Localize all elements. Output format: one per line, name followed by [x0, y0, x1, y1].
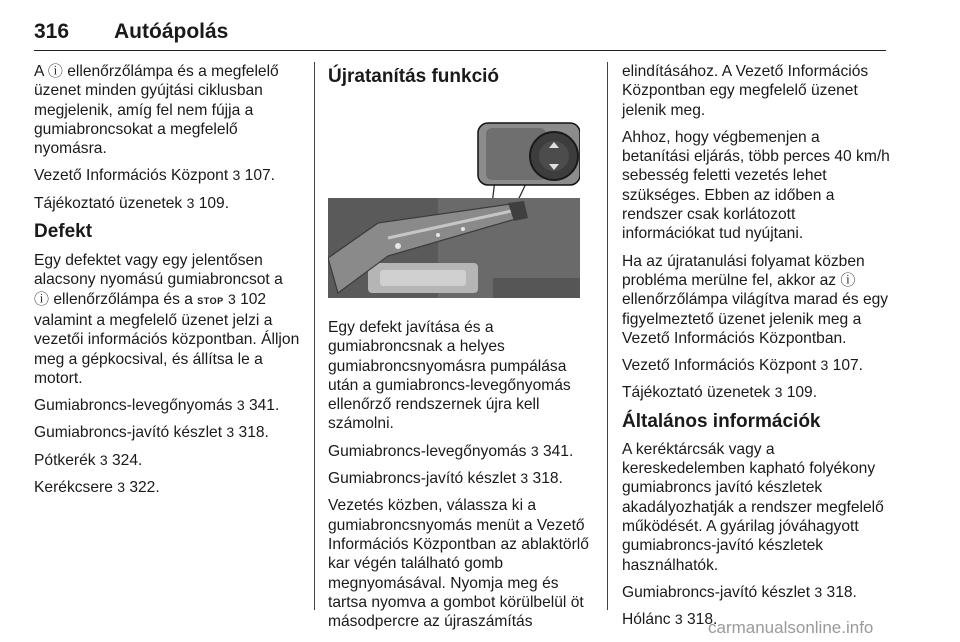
cross-reference[interactable]: Vezető Információs Központ 3 107. [34, 167, 275, 185]
cross-reference[interactable]: Gumiabroncs-levegőnyomás 3 341. [34, 397, 280, 415]
paragraph: Ha az újratanulási folyamat közben probléma merülne fel, akkor az ⓘ ellenőrzőlámpa világítva marad és egy figyelmeztető üzenet jelenik meg a Vezető Információs Központban. [622, 252, 889, 347]
paragraph: A keréktárcsák vagy a kereskedelemben kapható folyékony gumiabroncs javító készletek akadályozhatják a rendszer megfelelő működését. A gyárilag jóváhagyott gumiabroncs-javító készletek használhatók. [622, 440, 884, 574]
cross-reference[interactable]: Tájékoztató üzenetek 3 109. [34, 194, 230, 212]
column-left [34, 62, 302, 505]
paragraph: Ahhoz, hogy végbemenjen a betanítási eljárás, több perces 40 km/h sebesség feletti vezetés lehet szükséges. Ebben az időben a rendszer csak korlátozott információkat tud nyújtani. [622, 128, 890, 243]
cross-reference[interactable]: Pótkerék 3 324. [34, 451, 143, 469]
column-middle [328, 62, 590, 639]
arrow-icon: 3 [227, 290, 236, 307]
arrow-icon: 3 [236, 397, 245, 414]
page-header [34, 16, 886, 51]
arrow-icon: 3 [226, 424, 235, 441]
page-number: 316 [34, 20, 70, 43]
cross-reference[interactable]: Gumiabroncs-javító készlet 3 318. [328, 470, 563, 488]
cross-reference[interactable]: Gumiabroncs-javító készlet 3 318. [34, 424, 269, 442]
arrow-icon: 3 [232, 167, 241, 184]
arrow-icon: 3 [814, 583, 823, 600]
section-heading-defekt: Defekt [34, 221, 93, 243]
paragraph: elindításához. A Vezető Információs Központban egy megfelelő üzenet jelenik meg. [622, 63, 869, 119]
arrow-icon: 3 [117, 479, 125, 496]
paragraph: Egy defekt javítása és a gumiabroncsnak a helyes gumiabroncsnyomásra pumpálása után a gumiabroncs-levegőnyomás ellenőrző rendszernek újra kell számolni. [328, 319, 571, 433]
column-divider [314, 62, 315, 610]
cross-reference[interactable]: Kerékcsere 3 322. [34, 479, 160, 497]
arrow-icon: 3 [820, 357, 829, 374]
paragraph: A ⓘ ellenőrzőlámpa és a megfelelő üzenet minden gyújtási ciklusban megjelenik, amíg fel nem fújja a gumiabroncsokat a megfelelő nyomásra. [34, 63, 279, 158]
paragraph: Vezetés közben, válassza ki a gumiabroncsnyomás menüt a Vezető Információs Központban az ablaktörlő kar végén található gomb megnyomásával. Nyomja meg és tartsa nyomva a gombot körülbelül öt másodpercre az újraszámítás [328, 497, 589, 631]
arrow-icon: 3 [774, 384, 783, 401]
wiper-stalk-illustration [328, 98, 580, 298]
tire-pressure-lamp-icon: ⓘ [47, 63, 63, 80]
column-right [622, 62, 890, 637]
tire-pressure-lamp-icon: ⓘ [34, 290, 50, 308]
cross-reference[interactable]: Tájékoztató üzenetek 3 109. [622, 384, 818, 402]
cross-reference[interactable]: Gumiabroncs-javító készlet 3 318. [622, 583, 857, 601]
tire-pressure-lamp-icon: ⓘ [840, 271, 856, 289]
cross-reference[interactable]: Vezető Információs Központ 3 107. [622, 357, 863, 375]
stop-icon: STOP [197, 295, 224, 306]
arrow-icon: 3 [674, 611, 683, 628]
arrow-icon: 3 [186, 194, 195, 211]
column-divider [607, 62, 608, 610]
cross-reference[interactable]: Gumiabroncs-levegőnyomás 3 341. [328, 442, 574, 460]
page-title: Autóápolás [114, 20, 229, 43]
watermark: carmanualsonline.info [708, 618, 874, 637]
paragraph: Egy defektet vagy egy jelentősen alacsony nyomású gumiabroncsot a ⓘ ellenőrzőlámpa és a STOP 3 102 valamint a megfelelő üzenet jelzi a vezetői információs központban. Álljon meg a gépkocsival, és állítsa le a motort. [34, 252, 300, 387]
arrow-icon: 3 [520, 470, 529, 487]
section-heading-general: Általános információk [622, 410, 821, 432]
arrow-icon: 3 [530, 442, 539, 459]
cross-reference[interactable]: Hólánc 3 318. [622, 611, 718, 629]
section-heading-retrain: Újratanítás funkció [328, 66, 500, 87]
arrow-icon: 3 [99, 451, 108, 468]
